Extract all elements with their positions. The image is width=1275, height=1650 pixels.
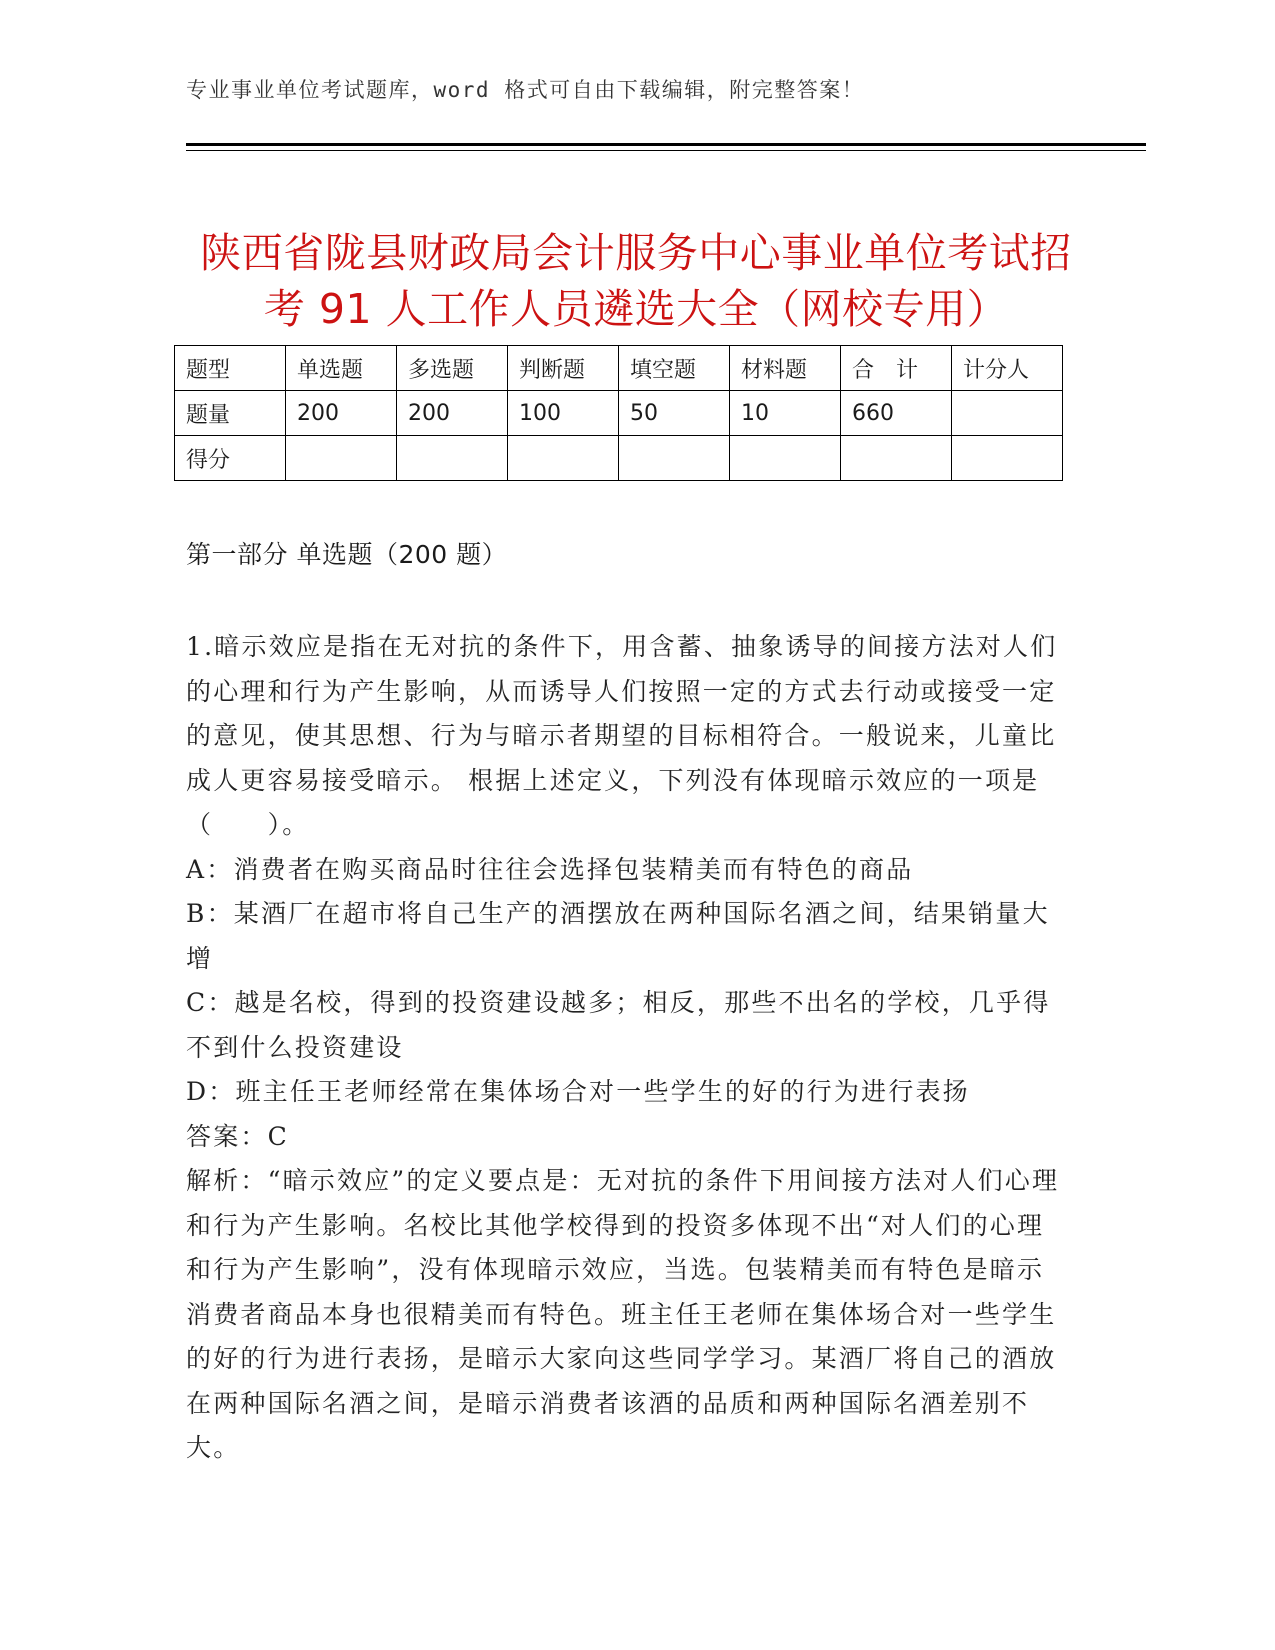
score-table-row (175, 391, 1063, 436)
score-table-cell (952, 436, 1063, 481)
analysis-text: “暗示效应”的定义要点是：无对抗的条件下用间接方法对人们心理和行为产生影响。名校比其他学校得到的投资多体现不出“对人们的心理和行为产生影响”，没有体现暗示效应，当选。包装精美而有特色是暗示消费者商品本身也很精美而有特色。班主任王老师在集体场合对一些学生的好的行为进行表扬，是暗示大家向这些同学学习。某酒厂将自己的酒放在两种国际名酒之间，是暗示消费者该酒的品质和两种国际名酒差别不大。 (186, 1166, 1060, 1462)
score-table-cell: 判断题 (508, 346, 619, 391)
score-table-cell (508, 436, 619, 481)
header-rule-thin (186, 150, 1146, 151)
score-table-cell (619, 436, 730, 481)
analysis-paragraph (186, 1159, 1066, 1471)
score-table-cell (730, 436, 841, 481)
score-table-cell: 10 (730, 391, 841, 436)
score-table-cell: 单选题 (286, 346, 397, 391)
score-table (174, 345, 1063, 481)
document-title: 陕西省陇县财政局会计服务中心事业单位考试招考 91 人工作人员遴选大全（网校专用） (200, 229, 1072, 334)
answer-value: C (267, 1121, 289, 1151)
header-note: 专业事业单位考试题库，word 格式可自由下载编辑，附完整答案！ (186, 78, 865, 102)
score-table-cell: 660 (841, 391, 952, 436)
score-table-cell: 100 (508, 391, 619, 436)
option-c: C：越是名校，得到的投资建设越多；相反，那些不出名的学校，几乎得不到什么投资建设 (186, 988, 1051, 1062)
question-stem: 1.暗示效应是指在无对抗的条件下，用含蓄、抽象诱导的间接方法对人们的心理和行为产生影响，从而诱导人们按照一定的方式去行动或接受一定的意见，使其思想、行为与暗示者期望的目标相符合。一般说来，儿童比成人更容易接受暗示。 根据上述定义，下列没有体现暗示效应的一项是（ ）。 (186, 632, 1058, 839)
score-table-cell (841, 436, 952, 481)
answer-line (186, 1115, 1066, 1160)
score-table-cell: 200 (286, 391, 397, 436)
score-table-cell: 题量 (175, 391, 286, 436)
header-rule-thick (186, 143, 1146, 146)
score-table-cell: 填空题 (619, 346, 730, 391)
score-table-body (175, 346, 1063, 481)
score-table-row (175, 346, 1063, 391)
section-title: 第一部分 单选题（200 题） (186, 540, 508, 569)
score-table-cell: 题型 (175, 346, 286, 391)
analysis-label: 解析： (186, 1166, 268, 1195)
score-table-cell: 计分人 (952, 346, 1063, 391)
score-table-cell (952, 391, 1063, 436)
option-b: B：某酒厂在超市将自己生产的酒摆放在两种国际名酒之间，结果销量大增 (186, 899, 1050, 973)
option-a: A：消费者在购买商品时往往会选择包装精美而有特色的商品 (186, 854, 914, 884)
score-table-row (175, 436, 1063, 481)
score-table-cell: 得分 (175, 436, 286, 481)
question-block (186, 625, 1066, 1471)
answer-label: 答案： (186, 1121, 268, 1151)
score-table-cell: 200 (397, 391, 508, 436)
score-table-cell (397, 436, 508, 481)
score-table-cell: 合 计 (841, 346, 952, 391)
score-table-cell: 材料题 (730, 346, 841, 391)
score-table-cell: 50 (619, 391, 730, 436)
score-table-cell: 多选题 (397, 346, 508, 391)
option-d: D：班主任王老师经常在集体场合对一些学生的好的行为进行表扬 (186, 1077, 970, 1106)
score-table-cell (286, 436, 397, 481)
